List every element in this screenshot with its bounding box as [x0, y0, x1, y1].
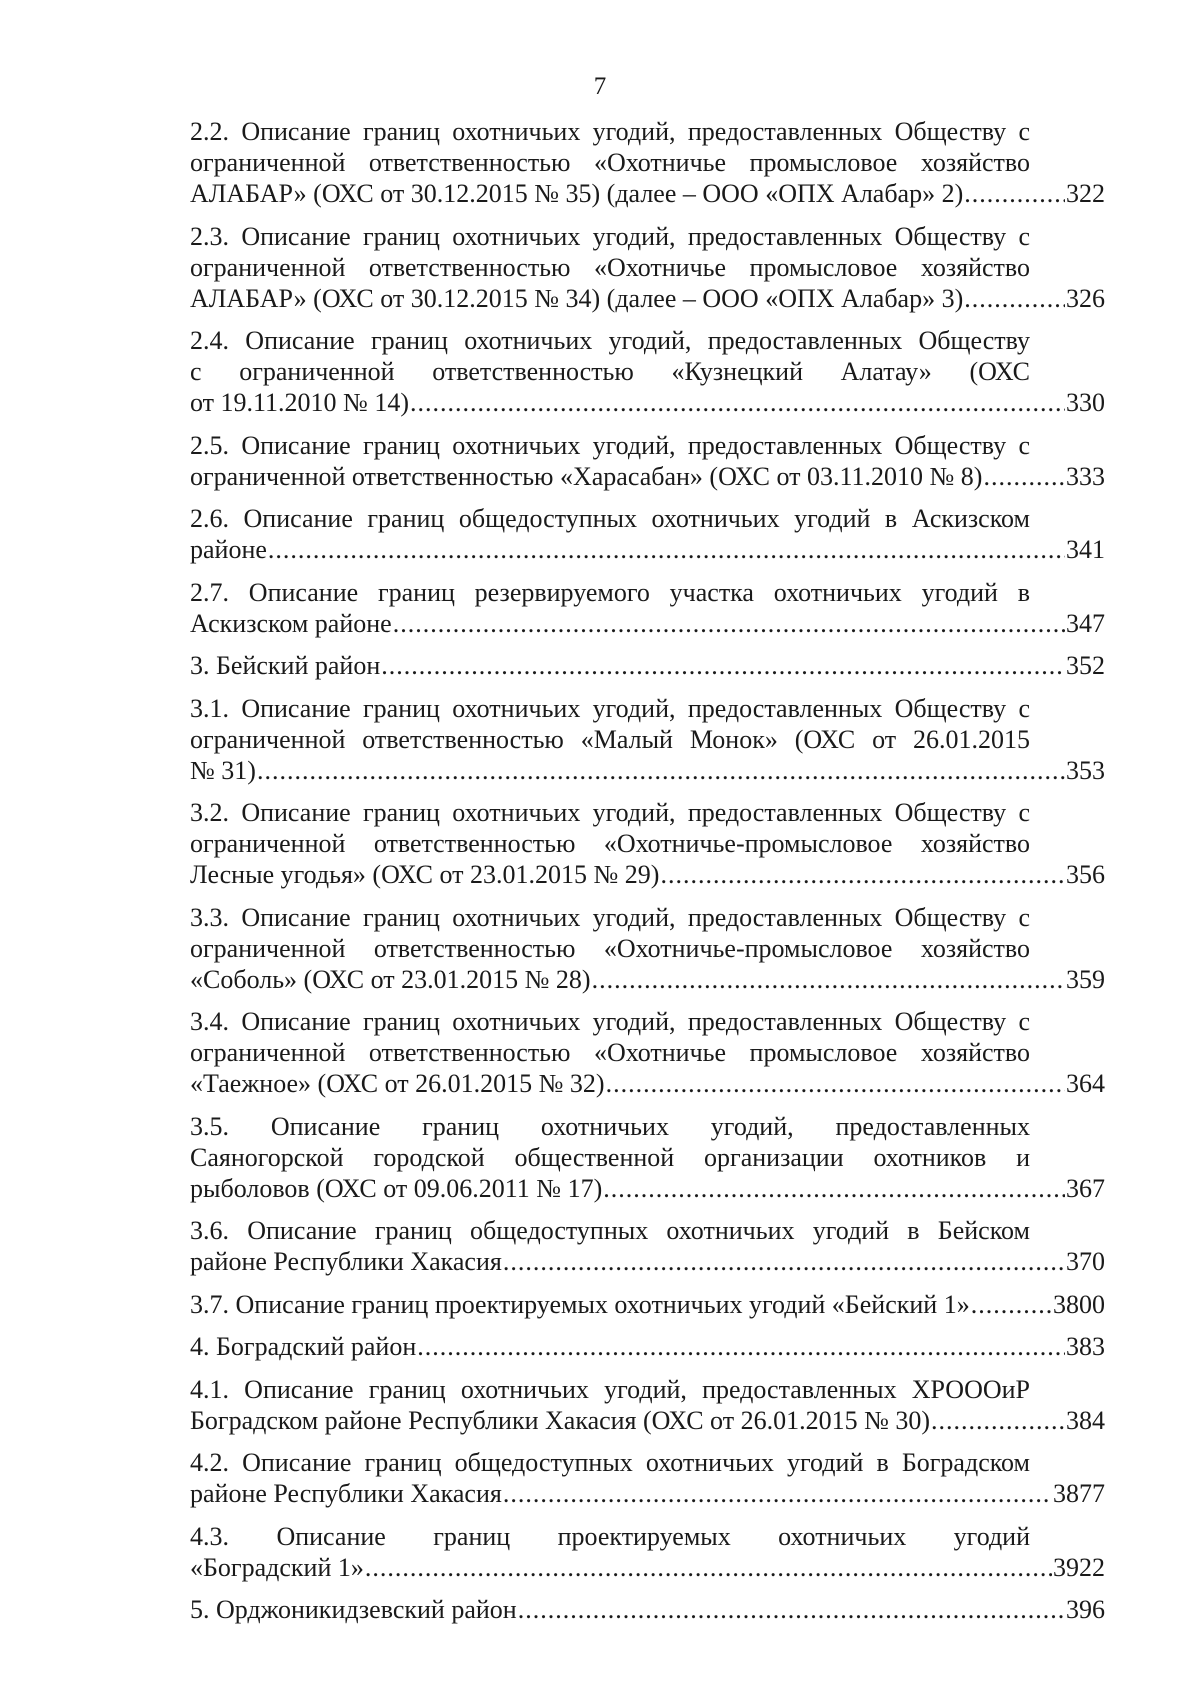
- toc-entry-last-line: [190, 859, 1105, 890]
- toc-entry-last-line: [190, 1331, 1105, 1362]
- dot-leader: [603, 1173, 1065, 1204]
- dot-leader: [393, 608, 1065, 639]
- toc-page-number: 367: [1066, 1173, 1105, 1203]
- toc-entry-line: 4.1. Описание границ охотничьих угодий, предоставленных ХРОООиР: [190, 1374, 1030, 1404]
- toc-entry[interactable]: [190, 1289, 1105, 1320]
- toc-entry-last-line: [190, 1068, 1105, 1099]
- toc-entry-title: АЛАБАР» (ОХС от 30.12.2015 № 35) (далее – ООО «ОПХ Алабар» 2): [190, 179, 964, 208]
- toc-entry-last-line: [190, 608, 1105, 639]
- toc-page-number: 383: [1066, 1332, 1105, 1361]
- toc-page-number: 347: [1066, 608, 1105, 638]
- toc-page-number: 396: [1066, 1595, 1105, 1624]
- toc-page-number: 353: [1066, 755, 1105, 785]
- toc-entry[interactable]: [190, 1006, 1105, 1099]
- dot-leader: [660, 859, 1065, 890]
- toc-page-number: 370: [1066, 1247, 1105, 1276]
- toc-entry[interactable]: [190, 650, 1105, 681]
- dot-leader: [268, 534, 1065, 565]
- toc-entry-line: 4.2. Описание границ общедоступных охотничьих угодий в Боградском: [190, 1448, 1030, 1477]
- toc-entry-line: 3.6. Описание границ общедоступных охотничьих угодий в Бейском: [190, 1216, 1030, 1245]
- dot-leader: [381, 650, 1065, 681]
- toc-page-number: 3877: [1053, 1479, 1105, 1508]
- toc-entry-last-line: [190, 387, 1105, 418]
- toc-entry-title: 5. Орджоникидзевский район: [190, 1595, 517, 1624]
- toc-entry[interactable]: [190, 325, 1105, 418]
- toc-entry-line: 2.5. Описание границ охотничьих угодий, предоставленных Обществу с: [190, 430, 1030, 460]
- dot-leader: [931, 1405, 1065, 1436]
- dot-leader: [518, 1594, 1065, 1625]
- toc-entry-title: АЛАБАР» (ОХС от 30.12.2015 № 34) (далее – ООО «ОПХ Алабар» 3): [190, 283, 964, 313]
- toc-entry-title: Лесные угодья» (ОХС от 23.01.2015 № 29): [190, 860, 660, 889]
- toc-entry-title: «Боградский 1»: [190, 1552, 364, 1582]
- toc-entry-title: районе: [190, 535, 267, 564]
- toc-entry-last-line: [190, 534, 1105, 565]
- toc-entry[interactable]: [190, 693, 1105, 786]
- toc-entry-line: 2.6. Описание границ общедоступных охотничьих угодий в Аскизском: [190, 504, 1030, 533]
- dot-leader: [964, 283, 1065, 314]
- toc-entry-line: ограниченной ответственностью «Охотничье промысловое хозяйство: [190, 148, 1030, 177]
- toc-entry-title: 3.7. Описание границ проектируемых охотничьих угодий «Бейский 1»: [190, 1289, 970, 1319]
- toc-entry-last-line: [190, 283, 1105, 314]
- toc-page-number: 352: [1066, 651, 1105, 680]
- toc-entry-last-line: [190, 964, 1105, 995]
- toc-entry-title: районе Республики Хакасия: [190, 1247, 502, 1276]
- toc-page-number: 326: [1066, 283, 1105, 313]
- dot-leader: [606, 1068, 1065, 1099]
- dot-leader: [503, 1478, 1052, 1509]
- toc-entry[interactable]: [190, 430, 1105, 492]
- toc-entry-title: «Соболь» (ОХС от 23.01.2015 № 28): [190, 964, 591, 994]
- toc-entry-last-line: [190, 1289, 1105, 1320]
- dot-leader: [503, 1246, 1065, 1277]
- toc-entry-last-line: [190, 1173, 1105, 1204]
- toc-entry[interactable]: [190, 116, 1105, 209]
- dot-leader: [365, 1552, 1052, 1583]
- toc-entry[interactable]: [190, 503, 1105, 565]
- toc-entry-title: районе Республики Хакасия: [190, 1479, 502, 1508]
- toc-entry-title: 4. Боградский район: [190, 1332, 417, 1361]
- toc-entry-title: Аскизском районе: [190, 608, 392, 638]
- toc-entry-title: ограниченной ответственностью «Харасабан» (ОХС от 03.11.2010 № 8): [190, 461, 983, 491]
- toc-entry[interactable]: [190, 797, 1105, 890]
- toc-page-number: 384: [1066, 1405, 1105, 1435]
- toc-entry[interactable]: [190, 1331, 1105, 1362]
- toc-entry[interactable]: [190, 1521, 1105, 1583]
- toc-entry-line: 3.3. Описание границ охотничьих угодий, предоставленных Обществу с: [190, 902, 1030, 932]
- toc-entry[interactable]: [190, 902, 1105, 995]
- toc-entry-last-line: [190, 1405, 1105, 1436]
- toc-entry-line: 3.5. Описание границ охотничьих угодий, предоставленных: [190, 1111, 1030, 1141]
- toc-entry-last-line: [190, 1552, 1105, 1583]
- toc-entry-last-line: [190, 755, 1105, 786]
- dot-leader: [964, 178, 1065, 209]
- toc-page-number: 3922: [1053, 1552, 1105, 1582]
- toc-entry-line: Саяногорской городской общественной организации охотников и: [190, 1142, 1030, 1172]
- toc-page-number: 364: [1066, 1069, 1105, 1098]
- toc-entry-line: 2.7. Описание границ резервируемого участка охотничьих угодий в: [190, 577, 1030, 607]
- toc-entry-line: 3.4. Описание границ охотничьих угодий, предоставленных Обществу с: [190, 1007, 1030, 1036]
- toc-entry-last-line: [190, 178, 1105, 209]
- toc-entry-title: от 19.11.2010 № 14): [190, 388, 410, 417]
- toc-entry-last-line: [190, 1478, 1105, 1509]
- dot-leader: [410, 387, 1065, 418]
- toc-entry-line: 2.4. Описание границ охотничьих угодий, предоставленных Обществу: [190, 326, 1030, 355]
- dot-leader: [257, 755, 1065, 786]
- toc-entry-line: 2.3. Описание границ охотничьих угодий, предоставленных Обществу с: [190, 221, 1030, 251]
- toc-entry-title: 3. Бейский район: [190, 651, 381, 680]
- toc-page-number: 330: [1066, 388, 1105, 417]
- toc-page-number: 341: [1066, 535, 1105, 564]
- table-of-contents: [190, 116, 1105, 1637]
- toc-entry-title: Боградском районе Республики Хакасия (ОХС от 26.01.2015 № 30): [190, 1405, 931, 1435]
- dot-leader: [417, 1331, 1065, 1362]
- toc-entry-line: ограниченной ответственностью «Малый Монок» (ОХС от 26.01.2015: [190, 724, 1030, 754]
- page-number: 7: [593, 73, 607, 100]
- toc-entry-title: рыболовов (ОХС от 09.06.2011 № 17): [190, 1173, 603, 1203]
- toc-entry[interactable]: [190, 221, 1105, 314]
- toc-entry-line: ограниченной ответственностью «Охотничье промысловое хозяйство: [190, 1038, 1030, 1067]
- dot-leader: [971, 1289, 1052, 1320]
- toc-page-number: 333: [1066, 461, 1105, 491]
- toc-page-number: 359: [1066, 964, 1105, 994]
- toc-entry-line: 2.2. Описание границ охотничьих угодий, предоставленных Обществу с: [190, 117, 1030, 146]
- toc-page-number: 356: [1066, 860, 1105, 889]
- dot-leader: [983, 461, 1065, 492]
- toc-entry-line: ограниченной ответственностью «Охотничье промысловое хозяйство: [190, 252, 1030, 282]
- toc-entry-line: ограниченной ответственностью «Охотничье-промысловое хозяйство: [190, 933, 1030, 963]
- toc-entry-last-line: [190, 1246, 1105, 1277]
- toc-entry-line: ограниченной ответственностью «Охотничье-промысловое хозяйство: [190, 829, 1030, 858]
- toc-entry-line: 3.1. Описание границ охотничьих угодий, предоставленных Обществу с: [190, 693, 1030, 723]
- toc-entry-title: № 31): [190, 755, 256, 785]
- toc-entry-title: «Таежное» (ОХС от 26.01.2015 № 32): [190, 1069, 605, 1098]
- toc-entry[interactable]: [190, 1111, 1105, 1204]
- toc-entry[interactable]: [190, 1594, 1105, 1625]
- toc-page-number: 3800: [1053, 1289, 1105, 1319]
- toc-entry-last-line: [190, 1594, 1105, 1625]
- toc-entry[interactable]: [190, 577, 1105, 639]
- toc-entry-line: 3.2. Описание границ охотничьих угодий, предоставленных Обществу с: [190, 798, 1030, 827]
- toc-entry-last-line: [190, 461, 1105, 492]
- toc-entry[interactable]: [190, 1215, 1105, 1277]
- toc-entry-line: с ограниченной ответственностью «Кузнецкий Алатау» (ОХС: [190, 357, 1030, 386]
- toc-entry-last-line: [190, 650, 1105, 681]
- toc-entry-line: 4.3. Описание границ проектируемых охотничьих угодий: [190, 1521, 1030, 1551]
- dot-leader: [592, 964, 1065, 995]
- toc-entry[interactable]: [190, 1447, 1105, 1509]
- toc-page-number: 322: [1066, 179, 1105, 208]
- toc-entry[interactable]: [190, 1374, 1105, 1436]
